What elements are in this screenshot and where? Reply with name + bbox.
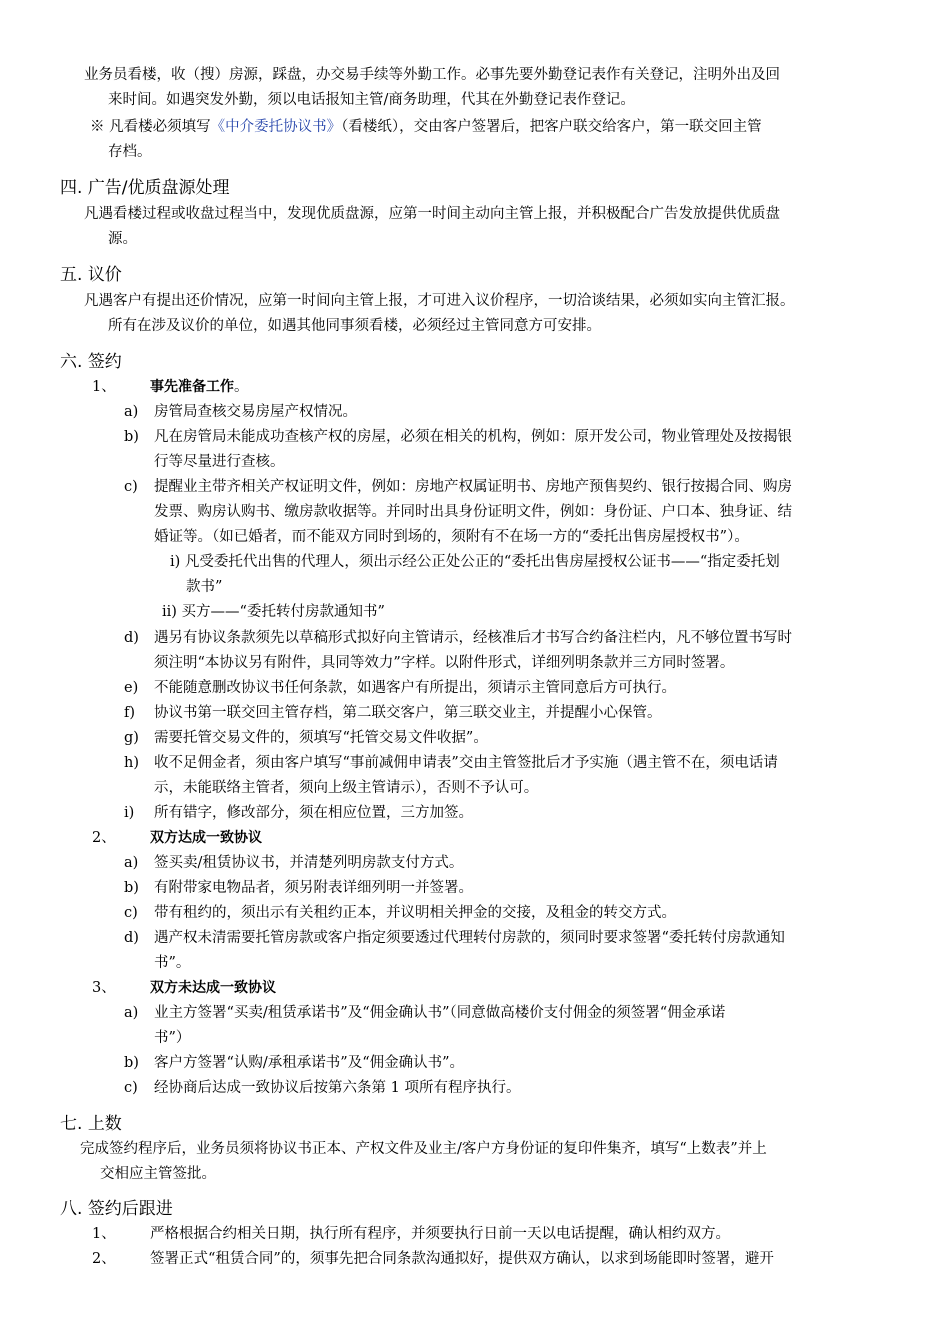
list-item-continued: 须注明“本协议另有附件，具同等效力”字样。以附件形式，详细列明条款并三方同时签署。 [154, 655, 735, 671]
section-5-title: 议价 [87, 265, 122, 285]
intro-note-line-2: 存档。 [108, 144, 152, 160]
section-6-number: 六. [60, 352, 83, 372]
section-4-line-2: 源。 [108, 231, 137, 247]
list-item: 有附带家电物品者，须另附表详细列明一并签署。 [154, 880, 473, 896]
item-label: h) [124, 755, 139, 771]
list-item-continued: 书”） [154, 1030, 191, 1046]
list-item: 业主方签署“买卖/租赁承诺书”及“佣金确认书”（同意做高楼价支付佣金的须签署“佣金承诺 [154, 1005, 726, 1021]
list-item: 遇另有协议条款须先以草稿形式拟好向主管请示，经核准后才书写合约备注栏内，凡不够位置书写时 [154, 630, 792, 646]
section-8-item-2: 签署正式“租赁合同”的，须事先把合同条款沟通拟好，提供双方确认，以求到场能即时签署，避开 [150, 1251, 774, 1267]
item-label: g) [124, 730, 139, 746]
list-item-continued: 婚证等。（如已婚者，而不能双方同时到场的，须附有不在场一方的“委托出售房屋授权书”）。 [154, 529, 749, 545]
note-suffix: （看楼纸），交由客户签署后，把客户联交给客户，第一联交回主管 [341, 119, 762, 135]
item-label: b) [124, 880, 139, 896]
list-item: 客户方签署“认购/承租承诺书”及“佣金确认书”。 [154, 1055, 465, 1071]
item-label: d) [124, 630, 139, 646]
subsection-1-number: 1、 [92, 379, 116, 395]
section-7-line-2: 交相应主管签批。 [100, 1166, 216, 1182]
subsection-1-title-text: 事先准备工作 [150, 379, 234, 395]
section-8-item-1-number: 1、 [92, 1226, 116, 1242]
item-label: b) [124, 429, 139, 445]
section-8-item-1: 严格根据合约相关日期，执行所有程序，并须要执行日前一天以电话提醒，确认相约双方。 [150, 1226, 730, 1242]
section-7-number: 七. [60, 1114, 83, 1134]
subsection-2-title [150, 826, 262, 851]
item-label: d) [124, 930, 139, 946]
note-prefix: ※ 凡看楼必须填写 [90, 119, 211, 135]
section-5-heading [60, 262, 122, 288]
list-item: 不能随意删改协议书任何条款，如遇客户有所提出，须请示主管同意后方可执行。 [154, 680, 676, 696]
list-item: 提醒业主带齐相关产权证明文件，例如：房地产权属证明书、房地产预售契约、银行按揭合同、购房 [154, 479, 792, 495]
section-8-number: 八. [60, 1199, 83, 1219]
item-label: b) [124, 1055, 139, 1071]
list-item: 协议书第一联交回主管存档，第二联交客户，第三联交业主，并提醒小心保管。 [154, 705, 662, 721]
item-label: a) [124, 1005, 139, 1021]
section-7-title: 上数 [87, 1114, 122, 1134]
section-4-line-1: 凡遇看楼过程或收盘过程当中，发现优质盘源，应第一时间主动向主管上报，并积极配合广告发放提供优质盘 [84, 206, 780, 222]
subsection-3-title [150, 976, 276, 1001]
list-item: 签买卖/租赁协议书，并清楚列明房款支付方式。 [154, 855, 464, 871]
item-label: i) [124, 805, 135, 821]
subsection-2-number: 2、 [92, 830, 116, 846]
roman-item: i) 凡受委托代出售的代理人，须出示经公正处公正的“委托出售房屋授权公证书——“指定委托划 [170, 554, 780, 570]
item-label: c) [124, 905, 138, 921]
list-item: 经协商后达成一致协议后按第六条第 1 项所有程序执行。 [154, 1080, 521, 1096]
section-5-line-2: 所有在涉及议价的单位，如遇其他同事须看楼，必须经过主管同意方可安排。 [108, 318, 601, 334]
subsection-3-number: 3、 [92, 980, 116, 996]
intro-line-1: 业务员看楼，收（搜）房源，踩盘，办交易手续等外勤工作。必事先要外勤登记表作有关登记，注明外出及回 [84, 67, 780, 83]
item-label: a) [124, 855, 139, 871]
section-6-title: 签约 [87, 352, 122, 372]
roman-item-continued: 款书” [186, 579, 223, 595]
list-item: 凡在房管局未能成功查核产权的房屋，必须在相关的机构，例如：原开发公司，物业管理处及按揭银 [154, 429, 792, 445]
intro-line-2: 来时间。如遇突发外勤，须以电话报知主管/商务助理，代其在外勤登记表作登记。 [108, 92, 635, 108]
item-label: f) [124, 705, 136, 721]
agreement-link[interactable]: 《中介委托协议书》 [210, 119, 342, 135]
subsection-2-title-text: 双方达成一致协议 [150, 830, 262, 846]
subsection-3-title-text: 双方未达成一致协议 [150, 980, 276, 996]
section-5-number: 五. [60, 265, 83, 285]
section-7-line-1: 完成签约程序后，业务员须将协议书正本、产权文件及业主/客户方身份证的复印件集齐，填写“上数表”并上 [80, 1141, 767, 1157]
roman-item: ii) 买方——“委托转付房款通知书” [162, 604, 385, 620]
list-item: 收不足佣金者，须由客户填写“事前减佣申请表”交由主管签批后才予实施（遇主管不在，须电话请 [154, 755, 778, 771]
item-label: a) [124, 404, 139, 420]
section-5-line-1: 凡遇客户有提出还价情况，应第一时间向主管上报，才可进入议价程序，一切洽谈结果，必须如实向主管汇报。 [84, 293, 795, 309]
subsection-1-title [150, 375, 249, 400]
section-7-heading [60, 1111, 122, 1137]
list-item-continued: 行等尽量进行查核。 [154, 454, 285, 470]
list-item: 带有租约的，须出示有关租约正本，并议明相关押金的交接，及租金的转交方式。 [154, 905, 676, 921]
section-8-title: 签约后跟进 [87, 1199, 173, 1219]
list-item: 需要托管交易文件的，须填写“托管交易文件收据”。 [154, 730, 488, 746]
item-label: c) [124, 1080, 138, 1096]
section-8-heading [60, 1196, 173, 1222]
section-4-title: 广告/优质盘源处理 [87, 178, 230, 198]
list-item: 遇产权未清需要托管房款或客户指定须要透过代理转付房款的，须同时要求签署“委托转付房款通知 [154, 930, 785, 946]
section-6-heading [60, 349, 122, 375]
item-label: e) [124, 680, 139, 696]
section-4-heading [60, 175, 230, 201]
section-4-number: 四. [60, 178, 83, 198]
list-item-continued: 书”。 [154, 955, 191, 971]
list-item: 房管局查核交易房屋产权情况。 [154, 404, 357, 420]
intro-note-line-1 [90, 115, 762, 140]
list-item: 所有错字，修改部分，须在相应位置，三方加签。 [154, 805, 473, 821]
section-8-item-2-number: 2、 [92, 1251, 116, 1267]
subsection-1-title-tail: 。 [234, 379, 249, 395]
list-item-continued: 示，未能联络主管者，须向上级主管请示），否则不予认可。 [154, 780, 539, 796]
list-item-continued: 发票、购房认购书、缴房款收据等。并同时出具身份证明文件，例如：身份证、户口本、独身证、结 [154, 504, 792, 520]
item-label: c) [124, 479, 138, 495]
